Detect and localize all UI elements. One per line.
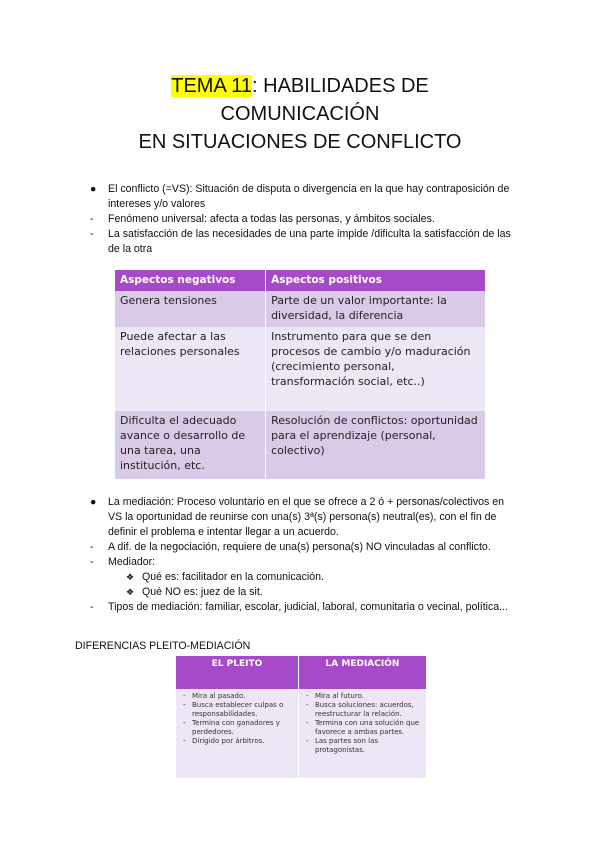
negative-cell: Dificulta el adecuado avance o desarrollo de una tarea, una institución, etc. xyxy=(115,411,266,479)
mediation-item xyxy=(88,495,520,540)
intro-item xyxy=(88,182,520,212)
dash-marker: - xyxy=(90,556,94,568)
negative-cell: Genera tensiones xyxy=(115,291,266,327)
mediacion-list xyxy=(303,692,422,755)
table-row xyxy=(115,291,485,327)
list-item: - Las partes son las protagonistas. xyxy=(315,737,422,755)
mediation-text: A dif. de la negociación, requiere de una(s) persona(s) NO vinculadas al conflicto. xyxy=(108,541,491,553)
list-item: - Mira al pasado. xyxy=(192,692,294,701)
intro-list xyxy=(88,182,520,257)
bullet-marker: ● xyxy=(90,183,97,195)
list-item: - Busca establecer culpas o responsabilidades. xyxy=(192,701,294,719)
dash-marker: - xyxy=(90,541,94,553)
positive-cell: Instrumento para que se den procesos de cambio y/o maduración (crecimiento personal, transformación social, etc..) xyxy=(266,327,485,411)
header-mediacion: LA MEDIACIÓN xyxy=(298,656,426,689)
intro-text: El conflicto (=VS): Situación de disputa o divergencia en la que hay contraposición de intereses y/o valores xyxy=(108,183,510,210)
header-negative: Aspectos negativos xyxy=(115,270,266,291)
list-item: - Busca soluciones: acuerdos, reestructurar la relación. xyxy=(315,701,422,719)
title-line-2: COMUNICACIÓN xyxy=(220,103,380,125)
mediation-text: La mediación: Proceso voluntario en el que se ofrece a 2 ó + personas/colectivos en VS la oportunidad de reunirse con una(s) 3ª(s) persona(s) neutral(es), con el fin de definir el problema e intentar llegar a un acuerdo. xyxy=(108,496,505,538)
mediation-item xyxy=(88,540,520,555)
intro-item xyxy=(88,212,520,227)
negative-cell: Puede afectar a las relaciones personales xyxy=(115,327,266,411)
mediation-list xyxy=(88,495,520,615)
diamond-bullet-icon: ❖ xyxy=(126,587,135,597)
dash-marker: - xyxy=(90,213,94,225)
title-highlight: TEMA 11 xyxy=(171,75,253,97)
intro-text: La satisfacción de las necesidades de una parte impide /dificulta la satisfacción de las de la otra xyxy=(108,228,511,255)
mediation-item xyxy=(88,600,520,615)
title-line-3: EN SITUACIONES DE CONFLICTO xyxy=(138,131,462,153)
dash-marker: - xyxy=(90,228,94,240)
mediation-text: Qué es: facilitador en la comunicación. xyxy=(142,571,324,583)
title-line-1-rest: : HABILIDADES DE xyxy=(252,75,429,97)
mediation-text: Mediador: xyxy=(108,556,156,568)
table-row xyxy=(115,411,485,479)
mediation-text: Qué NO es: juez de la sit. xyxy=(142,586,263,598)
mediation-subitem xyxy=(88,570,520,585)
differences-body-row xyxy=(176,689,426,778)
positive-cell: Resolución de conflictos: oportunidad para el aprendizaje (personal, colectivo) xyxy=(266,411,485,479)
pleito-cell xyxy=(176,689,298,778)
table-row xyxy=(115,327,485,411)
differences-header-row xyxy=(176,656,426,689)
mediation-subitem xyxy=(88,585,520,600)
pleito-list xyxy=(180,692,294,746)
header-positive: Aspectos positivos xyxy=(266,270,485,291)
differences-heading: DIFERENCIAS PLEITO-MEDIACIÓN xyxy=(75,640,251,652)
list-item: - Mira al futuro. xyxy=(315,692,422,701)
mediacion-cell xyxy=(298,689,426,778)
title-line-1 xyxy=(0,72,600,100)
dash-marker: - xyxy=(90,601,94,613)
list-item: - Dirigido por árbitros. xyxy=(192,737,294,746)
diamond-bullet-icon: ❖ xyxy=(126,572,135,582)
list-item: - Termina con ganadores y perdedores. xyxy=(192,719,294,737)
intro-item xyxy=(88,227,520,257)
mediation-text: Tipos de mediación: familiar, escolar, judicial, laboral, comunitaria o vecinal, política... xyxy=(108,601,509,613)
bullet-marker: ● xyxy=(90,496,97,508)
positive-cell: Parte de un valor importante: la diversidad, la diferencia xyxy=(266,291,485,327)
aspects-table xyxy=(115,270,485,479)
intro-text: Fenómeno universal: afecta a todas las personas, y ámbitos sociales. xyxy=(108,213,435,225)
differences-table xyxy=(176,656,426,778)
mediation-item xyxy=(88,555,520,570)
header-pleito: EL PLEITO xyxy=(176,656,298,689)
list-item: - Termina con una solución que favorece a ambas partes. xyxy=(315,719,422,737)
aspects-header-row xyxy=(115,270,485,291)
page-title xyxy=(0,72,600,156)
